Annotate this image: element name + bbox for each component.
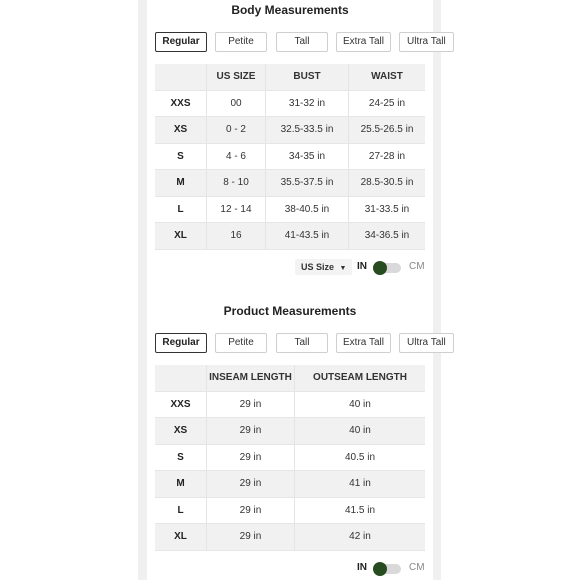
body-tab-ultra-tall[interactable]: Ultra Tall	[399, 32, 454, 52]
table-row	[155, 445, 425, 472]
waist-cell: 27-28 in	[368, 150, 406, 162]
product-fit-tabs	[155, 333, 445, 353]
product-unit-toggle[interactable]	[375, 564, 401, 574]
product-tab-petite[interactable]: Petite	[215, 333, 267, 353]
body-unit-in-label: IN	[357, 261, 367, 272]
us-size-cell: 16	[207, 223, 266, 249]
us-size-cell: 00	[207, 91, 266, 117]
body-tab-extra-tall[interactable]: Extra Tall	[336, 32, 391, 52]
header-size-cell	[155, 64, 207, 90]
header-inseam-length: INSEAM LENGTH	[207, 365, 295, 391]
body-unit-toggle[interactable]	[375, 263, 401, 273]
size-system-label: US Size	[301, 262, 335, 272]
table-row	[155, 392, 425, 419]
bust-cell: 31-32 in	[266, 91, 349, 117]
outseam-cell: 42 in	[349, 531, 371, 543]
size-cell: XXS	[155, 91, 207, 117]
product-tab-tall[interactable]: Tall	[276, 333, 328, 353]
header-outseam-length: OUTSEAM LENGTH	[313, 372, 407, 384]
product-tab-extra-tall[interactable]: Extra Tall	[336, 333, 391, 353]
inseam-cell: 29 in	[207, 471, 295, 497]
waist-cell: 24-25 in	[368, 97, 406, 109]
panel-edge-left	[138, 0, 147, 580]
caret-down-icon: ▼	[339, 265, 347, 272]
table-row	[155, 117, 425, 144]
header-us-size: US SIZE	[207, 64, 266, 90]
outseam-cell: 41 in	[349, 478, 371, 490]
toggle-knob	[373, 562, 387, 576]
bust-cell: 34-35 in	[266, 144, 349, 170]
product-measurements-table	[155, 365, 425, 551]
table-row	[155, 418, 425, 445]
product-measurements-title: Product Measurements	[223, 304, 357, 318]
inseam-cell: 29 in	[207, 392, 295, 418]
us-size-cell: 8 - 10	[207, 170, 266, 196]
inseam-cell: 29 in	[207, 524, 295, 550]
size-cell: XS	[155, 117, 207, 143]
table-header-row	[155, 365, 425, 392]
table-row	[155, 144, 425, 171]
size-cell: M	[155, 471, 207, 497]
body-measurements-title: Body Measurements	[231, 3, 349, 17]
table-row	[155, 471, 425, 498]
size-cell: S	[155, 445, 207, 471]
inseam-cell: 29 in	[207, 445, 295, 471]
outseam-cell: 40.5 in	[344, 451, 376, 463]
inseam-cell: 29 in	[207, 498, 295, 524]
body-fit-tabs	[155, 32, 445, 52]
size-cell: XS	[155, 418, 207, 444]
size-cell: S	[155, 144, 207, 170]
waist-cell: 34-36.5 in	[364, 230, 410, 242]
header-size-cell	[155, 365, 207, 391]
size-guide-panel	[147, 0, 446, 580]
size-cell: XL	[155, 223, 207, 249]
outseam-cell: 41.5 in	[344, 504, 376, 516]
table-row	[155, 524, 425, 551]
size-cell: XXS	[155, 392, 207, 418]
product-unit-in-label: IN	[357, 562, 367, 573]
header-waist: WAIST	[371, 71, 403, 83]
body-measurements-table	[155, 64, 425, 250]
waist-cell: 25.5-26.5 in	[360, 124, 414, 136]
outseam-cell: 40 in	[349, 398, 371, 410]
waist-cell: 31-33.5 in	[364, 203, 410, 215]
panel-edge-right	[433, 0, 441, 580]
us-size-cell: 0 - 2	[207, 117, 266, 143]
page-margin-left	[0, 0, 138, 580]
toggle-knob	[373, 261, 387, 275]
body-tab-tall[interactable]: Tall	[276, 32, 328, 52]
table-header-row	[155, 64, 425, 91]
table-row	[155, 223, 425, 250]
table-row	[155, 498, 425, 525]
bust-cell: 32.5-33.5 in	[266, 117, 349, 143]
us-size-cell: 4 - 6	[207, 144, 266, 170]
product-tab-regular[interactable]: Regular	[155, 333, 207, 353]
bust-cell: 41-43.5 in	[266, 223, 349, 249]
body-tab-petite[interactable]: Petite	[215, 32, 267, 52]
us-size-cell: 12 - 14	[207, 197, 266, 223]
size-cell: L	[155, 498, 207, 524]
product-unit-cm-label: CM	[409, 562, 425, 573]
body-tab-regular[interactable]: Regular	[155, 32, 207, 52]
outseam-cell: 40 in	[349, 425, 371, 437]
table-row	[155, 91, 425, 118]
inseam-cell: 29 in	[207, 418, 295, 444]
waist-cell: 28.5-30.5 in	[360, 177, 414, 189]
bust-cell: 35.5-37.5 in	[266, 170, 349, 196]
size-cell: M	[155, 170, 207, 196]
bust-cell: 38-40.5 in	[266, 197, 349, 223]
size-system-select[interactable]	[295, 259, 352, 275]
size-cell: L	[155, 197, 207, 223]
size-cell: XL	[155, 524, 207, 550]
body-unit-cm-label: CM	[409, 261, 425, 272]
table-row	[155, 170, 425, 197]
header-bust: BUST	[266, 64, 349, 90]
product-tab-ultra-tall[interactable]: Ultra Tall	[399, 333, 454, 353]
table-row	[155, 197, 425, 224]
